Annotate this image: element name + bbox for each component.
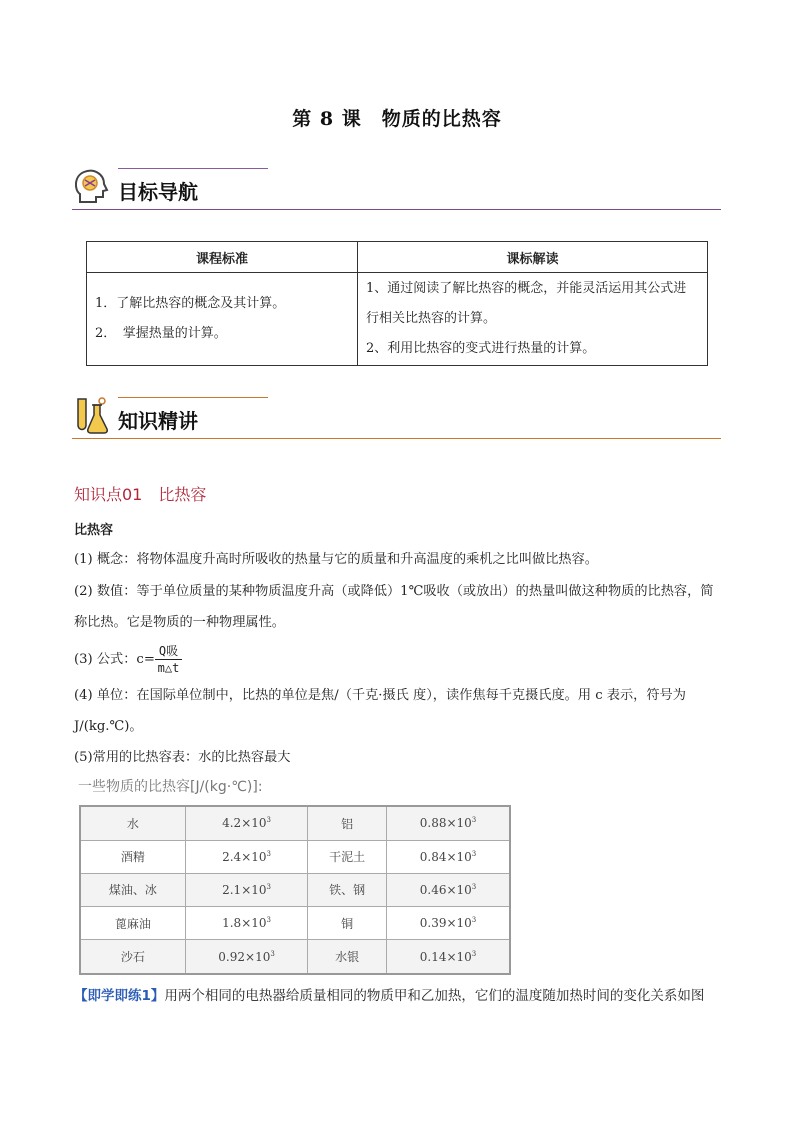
substance-cell: 蓖麻油 bbox=[80, 907, 185, 940]
value-cell: $2.4\times 10^3$ bbox=[185, 840, 307, 873]
heat-table-caption: 一些物质的比热容[J/(kg·℃)]: bbox=[78, 779, 263, 795]
substance-cell: 酒精 bbox=[80, 840, 185, 873]
value-cell: $0.46\times 10^3$ bbox=[387, 873, 510, 906]
knowledge-point-title: 知识点01 比热容 bbox=[74, 485, 207, 504]
header-top-line bbox=[118, 168, 268, 169]
specific-heat-table bbox=[79, 805, 511, 975]
header-top-line bbox=[118, 397, 268, 398]
substance-cell: 干泥土 bbox=[308, 840, 387, 873]
value-cell: $0.14\times 10^3$ bbox=[387, 940, 510, 974]
interpretation-item: 2、利用比热容的变式进行热量的计算。 bbox=[366, 341, 596, 356]
value-cell: $0.39\times 10^3$ bbox=[387, 907, 510, 940]
exponent: 3 bbox=[471, 949, 477, 958]
substance-cell: 铝 bbox=[308, 806, 387, 840]
value-cell: $2.1\times 10^3$ bbox=[185, 873, 307, 906]
section-title: 知识精讲 bbox=[118, 409, 198, 433]
substance-cell: 铜 bbox=[308, 907, 387, 940]
section-title: 目标导航 bbox=[118, 180, 198, 204]
exponent: 3 bbox=[471, 916, 477, 925]
goals-table bbox=[86, 241, 708, 366]
section-rule bbox=[72, 438, 721, 439]
value-cell: $1.8\times 10^3$ bbox=[185, 907, 307, 940]
table-row bbox=[80, 940, 510, 974]
formula-numerator: Q吸 bbox=[155, 643, 182, 660]
formula-denominator: m△t bbox=[157, 661, 180, 675]
table-row bbox=[80, 907, 510, 940]
interpretation-item: 1、通过阅读了解比热容的概念，并能灵活运用其公式进行相关比热容的计算。 bbox=[366, 281, 687, 326]
table-cell bbox=[358, 273, 708, 366]
flask-icon bbox=[72, 395, 110, 435]
exponent: 3 bbox=[471, 882, 477, 891]
value-cell: $4.2\times 10^3$ bbox=[185, 806, 307, 840]
practice-tag: 【即学即练1】 bbox=[74, 988, 165, 1004]
table-row bbox=[80, 840, 510, 873]
substance-cell: 铁、钢 bbox=[308, 873, 387, 906]
table-row bbox=[80, 806, 510, 840]
practice-text: 用两个相同的电热器给质量相同的物质甲和乙加热，它们的温度随加热时间的变化关系如图 bbox=[164, 988, 705, 1004]
exponent: 3 bbox=[266, 816, 271, 825]
table-header: 课标解读 bbox=[358, 242, 708, 273]
exponent: 3 bbox=[266, 882, 271, 891]
table-row bbox=[80, 873, 510, 906]
substance-cell: 沙石 bbox=[80, 940, 185, 974]
table-header: 课程标准 bbox=[87, 242, 358, 273]
unit-paragraph: (4) 单位：在国际单位制中，比热的单位是焦/（千克·摄氏 度），读作焦每千克摄氏度。用 c 表示，符号为 J/(kg.℃)。 bbox=[74, 688, 686, 734]
value-cell: $0.88\times 10^3$ bbox=[387, 806, 510, 840]
substance-cell: 煤油、冰 bbox=[80, 873, 185, 906]
formula-fraction bbox=[155, 643, 182, 676]
value-paragraph: (2) 数值：等于单位质量的某种物质温度升高（或降低）1℃吸收（或放出）的热量叫做这种物质的比热容，简称比热。它是物质的一种物理属性。 bbox=[74, 584, 714, 630]
page-title: 第 8 课 物质的比热容 bbox=[292, 108, 502, 130]
table-cell bbox=[87, 273, 358, 366]
concept-paragraph: (1) 概念：将物体温度升高时所吸收的热量与它的质量和升高温度的乘机之比叫做比热容。 bbox=[74, 552, 598, 567]
formula-paragraph bbox=[74, 642, 724, 678]
subheading: 比热容 bbox=[74, 523, 114, 538]
substance-cell: 水银 bbox=[308, 940, 387, 974]
formula-prefix: (3) 公式：c= bbox=[74, 652, 155, 667]
section-rule bbox=[72, 209, 721, 210]
brain-head-icon bbox=[72, 166, 110, 206]
value-cell: $0.84\times 10^3$ bbox=[387, 840, 510, 873]
exponent: 3 bbox=[270, 949, 275, 958]
table-intro: (5)常用的比热容表：水的比热容最大 bbox=[74, 750, 291, 765]
exponent: 3 bbox=[266, 916, 271, 925]
exponent: 3 bbox=[266, 849, 271, 858]
exponent: 3 bbox=[471, 849, 477, 858]
goal-item: 1．了解比热容的概念及其计算。 bbox=[95, 296, 286, 311]
section-header-goals bbox=[72, 168, 721, 210]
value-cell: $0.92\times 10^3$ bbox=[185, 940, 307, 974]
goal-item: 2． 掌握热量的计算。 bbox=[95, 326, 227, 341]
exponent: 3 bbox=[471, 816, 477, 825]
practice-question bbox=[74, 985, 734, 1007]
section-header-knowledge bbox=[72, 397, 721, 439]
substance-cell: 水 bbox=[80, 806, 185, 840]
